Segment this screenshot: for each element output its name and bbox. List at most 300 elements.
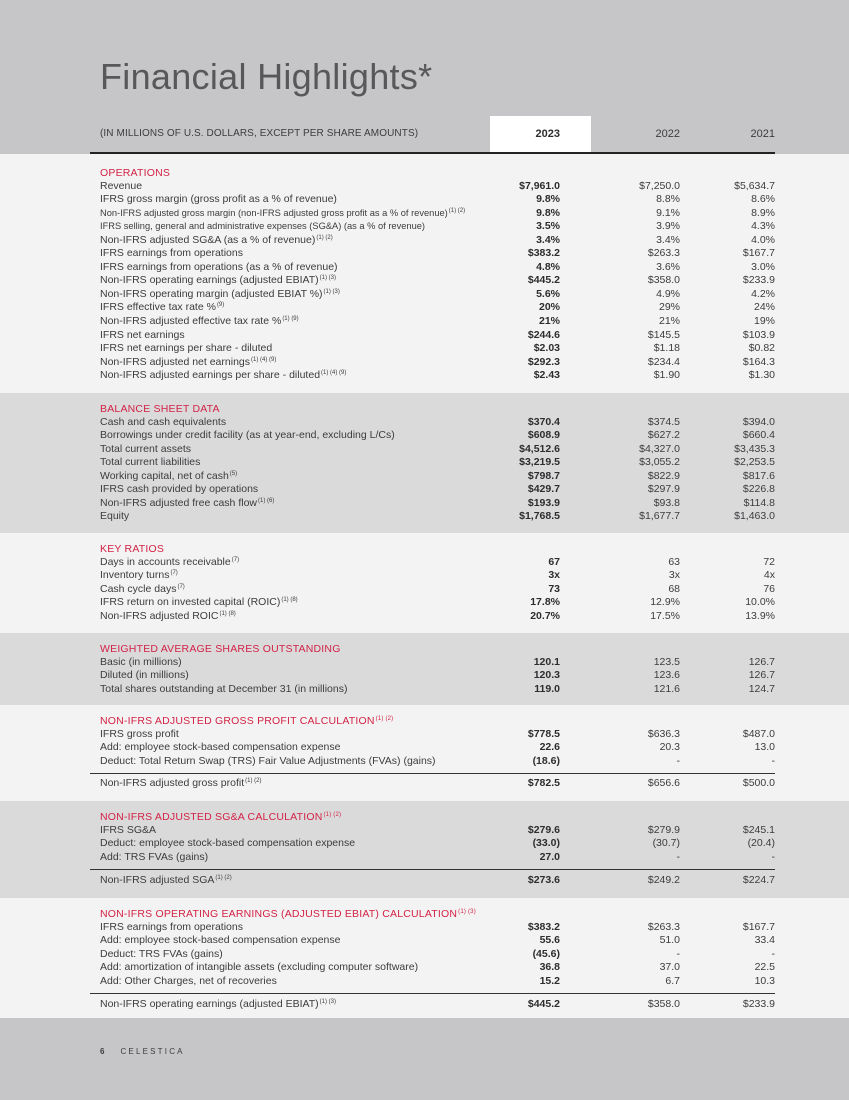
row-label [100,369,346,383]
table-row [100,851,775,865]
shares-section-title [100,642,341,656]
value-2023: $798.7 [527,469,560,482]
row-label [100,998,336,1012]
row-label [100,583,185,597]
row-label-text: Non-IFRS adjusted gross profit [100,777,245,789]
value-2021: 4.0% [751,233,775,246]
row-label [100,851,208,865]
value-2021: 76 [763,582,775,595]
value-2023: 22.6 [539,741,560,754]
row-label-text: Non-IFRS adjusted free cash flow [100,496,257,509]
value-2021: $164.3 [742,355,775,368]
row-label-text: Total current assets [100,442,192,455]
value-2022: - [676,754,680,767]
year-header-2023: 2023 [535,128,560,140]
row-label-text: Diluted (in millions) [100,669,189,682]
value-2023: 15.2 [539,974,560,987]
row-label [100,220,425,234]
row-label-text: Non-IFRS operating earnings (adjusted EBIAT) [100,998,319,1010]
section-title-text: NON-IFRS ADJUSTED GROSS PROFIT CALCULATION [100,715,375,727]
value-2023: (33.0) [532,837,560,850]
row-label-text: IFRS earnings from operations [100,920,243,933]
value-2022: - [676,947,680,960]
table-row [100,656,775,670]
row-label [100,921,243,935]
row-label-text: Non-IFRS operating margin (adjusted EBIAT %) [100,287,323,300]
value-2021: - [771,850,775,863]
row-label [100,669,189,683]
footnote-ref: (5) [229,470,238,477]
value-2021: 33.4 [754,934,775,947]
value-2021: $817.6 [742,469,775,482]
row-label-text: Revenue [100,179,143,192]
value-2021: $224.7 [742,874,775,886]
year-header-2021: 2021 [750,128,775,140]
value-2023: $292.3 [527,355,560,368]
page-title: Financial Highlights* [100,56,433,97]
value-2023: $7,961.0 [519,179,560,192]
footnote-ref: (1) (4) (9) [321,370,347,377]
value-2021: 8.9% [751,206,775,219]
row-label-text: Add: employee stock-based compensation expense [100,741,341,754]
row-label-text: IFRS earnings from operations [100,247,243,260]
value-2022: 123.5 [653,655,680,668]
row-label-text: Cash cycle days [100,582,177,595]
value-2022: 12.9% [650,596,680,609]
table-row [100,741,775,755]
table-row [100,288,775,302]
value-2021: 4.3% [751,220,775,233]
units-note: (IN MILLIONS OF U.S. DOLLARS, EXCEPT PER SHARE AMOUNTS) [100,128,419,139]
table-row [100,356,775,370]
table-row [100,497,775,511]
value-2021: 13.0 [754,741,775,754]
balance-section-title [100,402,220,416]
value-2023: $2.03 [533,342,560,355]
value-2023: 55.6 [539,934,560,947]
value-2023: 67 [548,555,560,568]
row-label-text: Inventory turns [100,569,170,582]
table-row [100,261,775,275]
row-label [100,683,347,697]
value-2021: 10.3 [754,974,775,987]
value-2023: 4.8% [536,260,560,273]
value-2023: $429.7 [527,483,560,496]
value-2022: - [676,850,680,863]
value-2023: 9.8% [536,206,560,219]
value-2022: 3.6% [656,260,680,273]
value-2021: 72 [763,555,775,568]
value-2022: 21% [658,315,680,327]
row-label-text: Cash and cash equivalents [100,415,227,428]
value-2022: $374.5 [647,415,680,428]
row-label [100,342,272,356]
value-2023: 21% [538,315,560,327]
footnote-ref: (1) (9) [282,316,299,322]
value-2023: (18.6) [532,754,560,767]
row-label [100,874,232,888]
value-2023: (45.6) [532,947,560,960]
value-2022: $636.3 [647,727,680,740]
value-2021: $394.0 [742,415,775,428]
table-header [100,125,775,143]
footnote-ref: (1) (3) [319,999,337,1005]
value-2022: $656.6 [647,777,680,789]
value-2023: 120.3 [533,669,560,682]
row-label [100,234,333,248]
value-2021: $500.0 [742,777,775,789]
row-label-text: Add: amortization of intangible assets (excluding computer software) [100,961,419,974]
value-2021: 3.0% [751,260,775,273]
ebiat-total-row [100,998,775,1012]
value-2022: $358.0 [647,274,680,287]
sga-section-title [100,810,341,824]
row-label-text: IFRS effective tax rate % [100,301,216,314]
table-row [100,728,775,742]
row-label [100,596,298,610]
row-label [100,975,277,989]
row-label-text: Non-IFRS adjusted earnings per share - diluted [100,369,321,382]
page-number: 6 [100,1047,105,1056]
row-label [100,741,340,755]
row-label [100,556,239,570]
row-label [100,470,237,484]
row-label [100,288,340,302]
value-2022: 20.3 [659,741,680,754]
value-2022: $263.3 [647,247,680,260]
row-label [100,961,418,975]
value-2021: 126.7 [748,669,775,682]
ebiat-total-rule [90,993,775,994]
value-2023: $370.4 [527,415,560,428]
value-2021: $660.4 [742,429,775,442]
value-2022: 63 [668,555,680,568]
row-label [100,180,142,194]
value-2022: (30.7) [652,837,680,850]
gross-profit-section-title [100,714,393,728]
value-2022: 17.5% [650,609,680,622]
row-label-text: Non-IFRS operating earnings (adjusted EBIAT) [100,274,319,287]
ratios-section-title [100,542,164,556]
footnote-ref: (1) (2) [245,778,262,784]
table-row [100,369,775,383]
row-label-text: Add: employee stock-based compensation expense [100,934,341,947]
row-label-text: Days in accounts receivable [100,555,231,568]
table-row [100,683,775,697]
row-label-text: Add: Other Charges, net of recoveries [100,974,277,987]
value-2021: $487.0 [742,727,775,740]
value-2022: $297.9 [647,483,680,496]
row-label-text: Non-IFRS adjusted net earnings [100,355,250,368]
row-label [100,934,340,948]
section-title-text: NON-IFRS ADJUSTED SG&A CALCULATION [100,811,323,823]
value-2022: 9.1% [656,206,680,219]
footnote-ref: (1) (2) [323,812,342,818]
row-label [100,261,338,275]
row-label-text: Deduct: Total Return Swap (TRS) Fair Value Adjustments (FVAs) (gains) [100,754,436,767]
value-2023: $273.6 [527,874,560,886]
value-2023: $3,219.5 [519,456,560,469]
row-label [100,948,223,962]
table-row [100,921,775,935]
value-2022: 3x [668,569,680,582]
row-label [100,456,200,470]
value-2022: $4,327.0 [639,442,680,455]
value-2022: 6.7 [665,974,680,987]
value-2023: 5.6% [536,287,560,300]
value-2023: $2.43 [533,369,560,382]
value-2023: $383.2 [527,247,560,260]
row-label-text: Non-IFRS adjusted effective tax rate % [100,315,282,327]
value-2021: $5,634.7 [734,179,775,192]
section-title-text: OPERATIONS [100,167,171,179]
value-2021: $233.9 [742,998,775,1010]
value-2023: $193.9 [527,496,560,509]
value-2023: $279.6 [527,823,560,836]
table-row [100,948,775,962]
table-row [100,193,775,207]
value-2023: $445.2 [527,274,560,287]
value-2021: 10.0% [745,596,775,609]
value-2022: 3.4% [656,233,680,246]
value-2021: $167.7 [742,247,775,260]
table-row [100,220,775,234]
value-2021: 19% [753,315,775,327]
value-2022: $145.5 [647,328,680,341]
value-2023: 27.0 [539,850,560,863]
value-2021: $245.1 [742,823,775,836]
row-label-text: Add: TRS FVAs (gains) [100,850,209,863]
table-row [100,583,775,597]
row-label-text: Non-IFRS adjusted ROIC [100,609,219,622]
value-2022: $358.0 [647,998,680,1010]
value-2023: $782.5 [527,777,560,789]
sga-total-row [100,874,775,888]
value-2021: 22.5 [754,961,775,974]
row-label [100,483,258,497]
page-footer [100,1047,185,1056]
row-label-text: Non-IFRS adjusted SGA [100,874,215,886]
table-row [100,301,775,315]
footnote-ref: (9) [216,302,225,309]
table-row [100,342,775,356]
row-label-text: IFRS net earnings per share - diluted [100,342,273,355]
value-2021: 124.7 [748,682,775,695]
table-row [100,556,775,570]
value-2022: $93.8 [653,496,680,509]
company-name: CELESTICA [120,1047,185,1056]
footnote-ref: (1) (2) [316,234,333,241]
section-title-text: WEIGHTED AVERAGE SHARES OUTSTANDING [100,643,341,655]
year-header-2022: 2022 [655,128,680,140]
row-label-text: Borrowings under credit facility (as at year-end, excluding L/Cs) [100,429,395,442]
value-2022: 3.9% [656,220,680,233]
row-label-text: IFRS cash provided by operations [100,483,259,496]
value-2023: $608.9 [527,429,560,442]
value-2022: $263.3 [647,920,680,933]
table-row [100,207,775,221]
value-2023: $1,768.5 [519,510,560,523]
row-label-text: Working capital, net of cash [100,469,229,482]
gross-profit-total-row [100,777,775,791]
value-2021: (20.4) [747,837,775,850]
footnote-ref: (1) (4) (9) [251,356,277,363]
table-row [100,329,775,343]
ebiat-section-title [100,907,476,921]
footnote-ref: (1) (3) [319,275,337,282]
row-label-text: Deduct: employee stock-based compensation expense [100,837,356,850]
footnote-ref: (7) [231,556,240,563]
value-2023: $4,512.6 [519,442,560,455]
value-2022: $822.9 [647,469,680,482]
value-2022: $1.90 [653,369,680,382]
value-2021: - [771,947,775,960]
table-row [100,443,775,457]
table-row [100,669,775,683]
table-row [100,429,775,443]
value-2021: $103.9 [742,328,775,341]
footnote-ref: (1) (8) [281,597,298,604]
table-row [100,180,775,194]
row-label [100,510,129,524]
table-row [100,975,775,989]
value-2022: 51.0 [659,934,680,947]
table-row [100,824,775,838]
section-title-text: KEY RATIOS [100,543,165,555]
value-2023: 119.0 [534,682,560,695]
value-2021: $226.8 [742,483,775,496]
value-2022: $234.4 [647,355,680,368]
value-2022: 29% [658,301,680,314]
row-label [100,755,436,769]
table-row [100,961,775,975]
footnote-ref: (1) (6) [258,497,275,504]
row-label [100,443,191,457]
footnote-ref: (7) [177,583,185,590]
value-2021: $3,435.3 [734,442,775,455]
row-label [100,569,178,583]
table-row [100,470,775,484]
value-2021: $1.30 [748,369,775,382]
value-2021: $233.9 [742,274,775,287]
row-label-text: IFRS net earnings [100,328,185,341]
value-2022: $1.18 [653,342,680,355]
value-2023: 20% [538,301,560,314]
row-label-text: Equity [100,510,130,523]
value-2022: 4.9% [656,287,680,300]
value-2021: $2,253.5 [734,456,775,469]
value-2023: 3.4% [536,233,560,246]
table-row [100,483,775,497]
value-2022: 123.6 [653,669,680,682]
row-label [100,193,337,207]
value-2023: $244.6 [527,328,560,341]
value-2023: 17.8% [530,596,560,609]
section-title-text: BALANCE SHEET DATA [100,403,220,415]
value-2023: $445.2 [527,998,560,1010]
row-label-text: IFRS return on invested capital (ROIC) [100,596,281,609]
footnote-ref: (1) (8) [219,610,236,617]
row-label-text: Non-IFRS adjusted gross margin (non-IFRS adjusted gross profit as a % of revenue) [100,207,448,218]
table-row [100,755,775,769]
value-2021: $1,463.0 [734,510,775,523]
value-2021: $167.7 [742,920,775,933]
value-2021: - [771,754,775,767]
value-2021: 13.9% [745,609,775,622]
row-label [100,429,395,443]
value-2022: $627.2 [647,429,680,442]
row-label-text: Basic (in millions) [100,655,182,668]
value-2023: 36.8 [539,961,560,974]
value-2023: 120.1 [533,655,560,668]
value-2021: 4x [763,569,775,582]
table-row [100,416,775,430]
table-row [100,234,775,248]
row-label [100,824,156,838]
value-2023: 20.7% [530,609,560,622]
value-2022: 8.8% [656,193,680,206]
row-label [100,837,355,851]
value-2021: $0.82 [748,342,775,355]
value-2021: 24% [753,301,775,314]
row-label-text: IFRS earnings from operations (as a % of revenue) [100,260,338,273]
value-2023: 3.5% [536,220,560,233]
table-row [100,510,775,524]
table-row [100,569,775,583]
value-2021: $114.8 [743,496,775,509]
operations-section-title [100,166,170,180]
row-label-text: IFRS selling, general and administrative expenses (SG&A) (as a % of revenue) [100,221,426,232]
row-label [100,728,179,742]
table-row [100,934,775,948]
value-2022: 121.6 [653,682,680,695]
footnote-ref: (1) (2) [375,716,394,722]
value-2023: 9.8% [536,193,560,206]
value-2022: $1,677.7 [639,510,680,523]
value-2022: $249.2 [647,874,680,886]
value-2021: 4.2% [751,287,775,300]
row-label [100,777,262,791]
row-label-text: Deduct: TRS FVAs (gains) [100,947,223,960]
row-label [100,301,224,315]
table-row [100,456,775,470]
row-label [100,356,276,370]
footnote-ref: (1) (3) [458,909,476,915]
row-label-text: IFRS SG&A [100,823,157,836]
value-2022: $279.9 [647,823,680,836]
row-label [100,247,243,261]
row-label [100,315,299,329]
footnote-ref: (1) (2) [448,207,466,214]
row-label-text: Total shares outstanding at December 31 (in millions) [100,682,348,695]
row-label-text: IFRS gross margin (gross profit as a % of revenue) [100,193,337,206]
value-2023: 3x [548,569,560,582]
footnote-ref: (1) (2) [215,875,232,881]
value-2023: $778.5 [527,727,560,740]
row-label [100,329,185,343]
table-row [100,837,775,851]
sga-total-rule [90,869,775,870]
value-2023: $383.2 [527,920,560,933]
row-label-text: Non-IFRS adjusted SG&A (as a % of revenue) [100,233,316,246]
table-row [100,596,775,610]
value-2022: $3,055.2 [639,456,680,469]
row-label-text: IFRS gross profit [100,727,179,740]
value-2022: 37.0 [659,961,680,974]
table-row [100,610,775,624]
row-label [100,610,236,624]
value-2021: 8.6% [751,193,775,206]
